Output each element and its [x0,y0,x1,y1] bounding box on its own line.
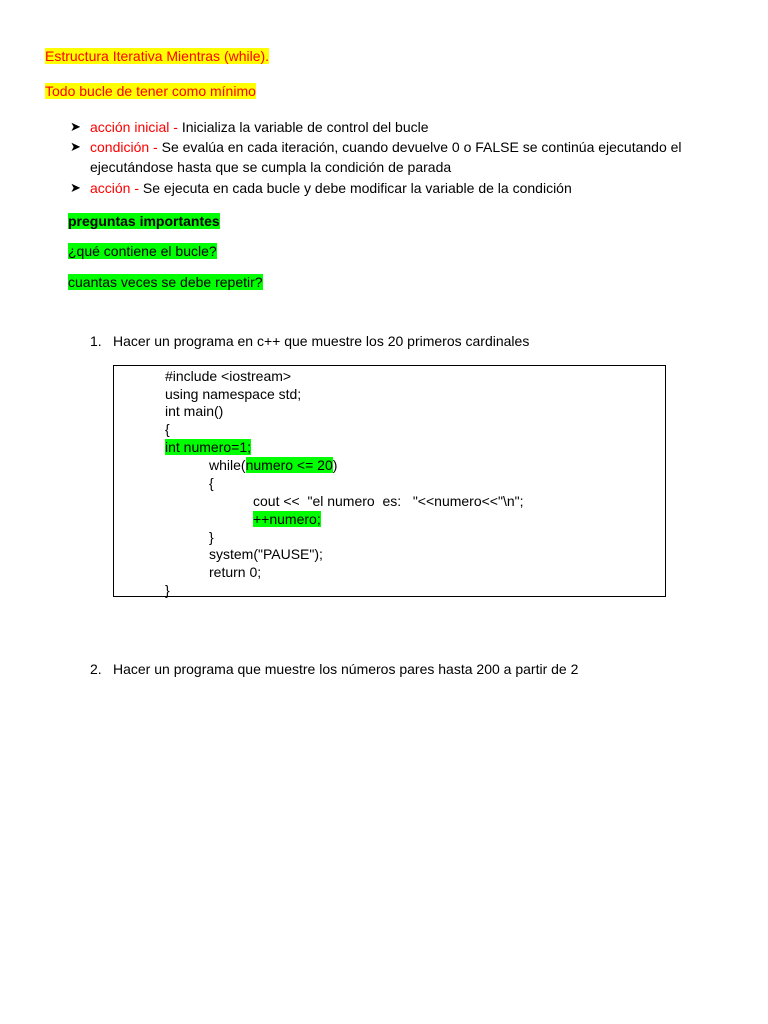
arrowhead-bullet-icon: ➤ [70,180,81,195]
arrowhead-bullet-icon: ➤ [70,119,81,134]
subtitle-text: Todo bucle de tener como mínimo [45,83,256,99]
subtitle [45,82,256,100]
code-line: { [209,475,214,491]
question-2-text: cuantas veces se debe repetir? [68,274,263,290]
exercise-2-number: 2. [90,661,102,677]
code-fragment: ) [332,457,338,473]
bullet-term: acción inicial [90,119,170,135]
exercise-1-text: Hacer un programa en c++ que muestre los 20 primeros cardinales [113,333,530,349]
code-line: cout << "el numero es: "<<numero<<"\n"; [253,493,524,509]
bullet-item-accion-inicial [70,117,750,137]
arrowhead-bullet-icon: ➤ [70,139,81,154]
questions-heading [68,212,220,230]
code-highlight: numero <= 20 [245,457,333,473]
bullet-content [90,137,682,157]
title-text: Estructura Iterativa Mientras (while). [45,48,270,64]
bullet-description-continuation: ejecutándose hasta que se cumpla la condición de parada [90,159,452,175]
bullet-description: Inicializa la variable de control del bucle [181,119,429,135]
bullet-content [90,178,572,198]
code-line-highlighted [253,510,321,528]
bullet-content [90,117,429,137]
bullet-term: condición [90,139,150,155]
code-line: return 0; [209,564,262,580]
code-line: } [209,529,214,545]
bullet-separator: - [149,139,162,155]
title [45,47,269,65]
code-line: int main() [165,403,224,419]
bullet-term: acción [90,180,131,196]
code-block [113,365,666,597]
question-1 [68,242,217,260]
code-line: } [165,582,170,598]
bullet-separator: - [169,119,182,135]
code-line: using namespace std; [165,386,302,402]
bullet-separator: - [130,180,143,196]
questions-heading-text: preguntas importantes [68,213,220,229]
question-1-text: ¿qué contiene el bucle? [68,243,217,259]
exercise-2-text: Hacer un programa que muestre los números pares hasta 200 a partir de 2 [113,661,579,677]
code-highlight: int numero=1; [165,439,251,455]
code-line: #include <iostream> [165,368,292,384]
bullet-description: Se evalúa en cada iteración, cuando devuelve 0 o FALSE se continúa ejecutando el [161,139,682,155]
code-line-highlighted [165,438,251,456]
code-line: system("PAUSE"); [209,546,323,562]
bullet-item-accion [70,178,750,198]
question-2 [68,273,263,291]
exercise-1-number: 1. [90,333,102,349]
bullet-description: Se ejecuta en cada bucle y debe modificar la variable de la condición [142,180,572,196]
bullet-item-condicion [70,137,750,177]
code-line [209,456,337,474]
code-fragment: while( [209,457,246,473]
code-line: { [165,421,170,437]
code-highlight: ++numero; [253,511,321,527]
